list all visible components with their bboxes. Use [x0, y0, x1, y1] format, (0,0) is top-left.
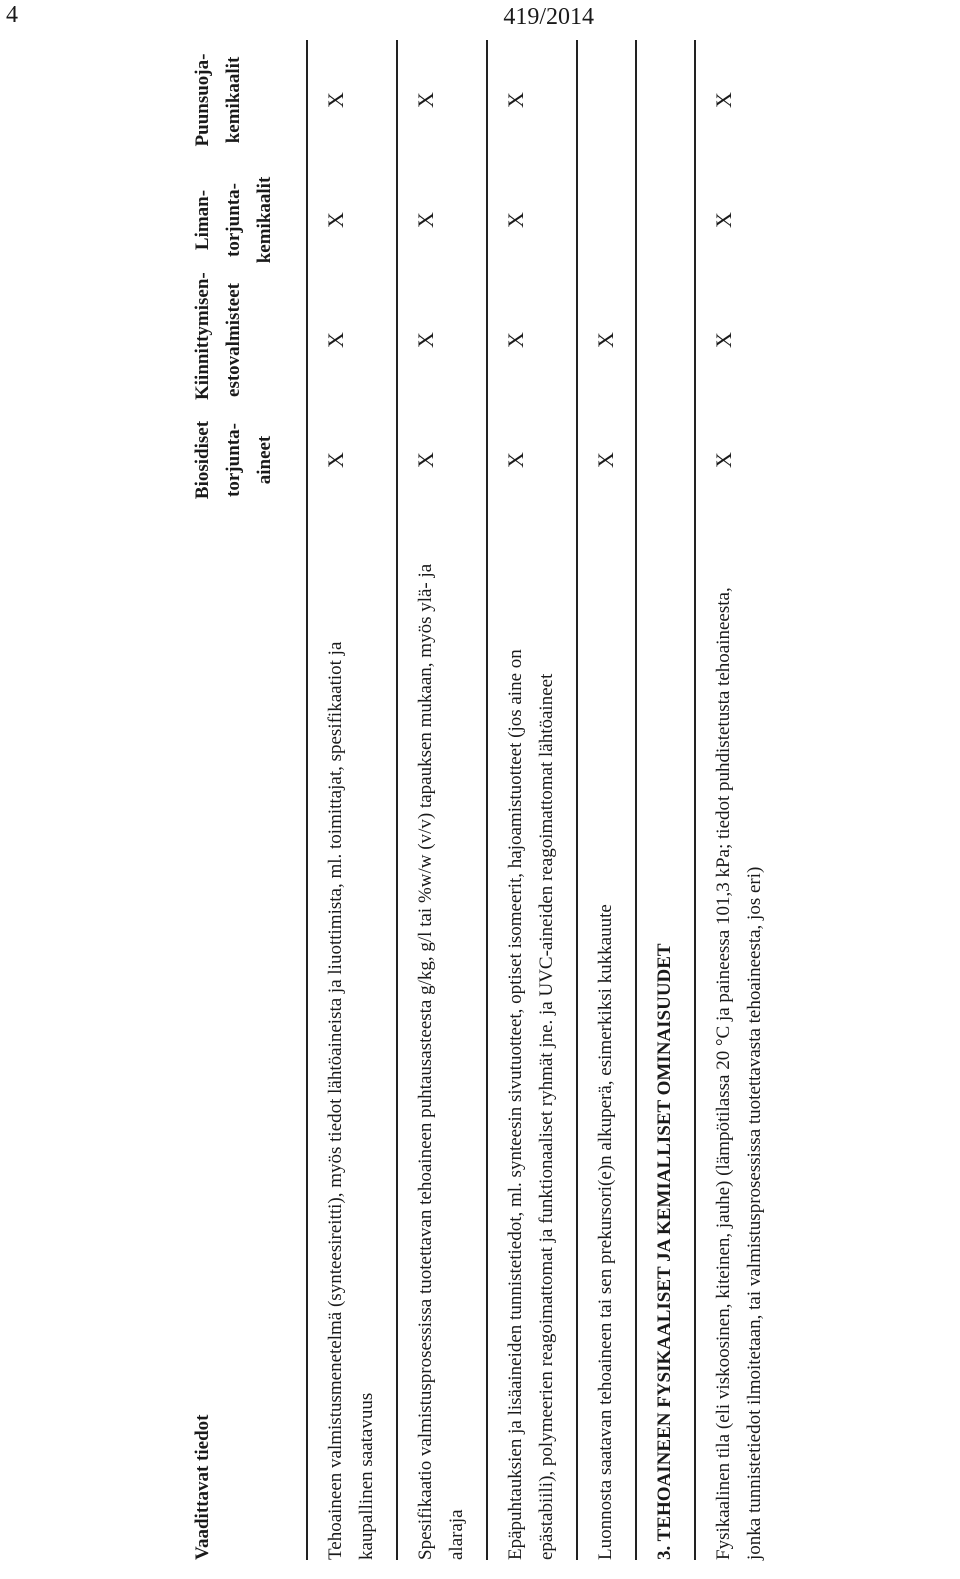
row-text: Epäpuhtauksien ja lisäaineiden tunnistetiedot, ml. synteesin sivutuotteet, optiset isomeerit, hajoamistuotteet (jos aine on epästabiili), polymeerien reagoimattomat ja funktionaaliset ryhmät jne. ja UVC-aineiden reagoimattomat lähtöaineet: [487, 520, 577, 1560]
table-header-row: [165, 40, 307, 1560]
cell-mark: X: [397, 400, 487, 520]
row-text: Luonnosta saatavan tehoaineen tai sen prekursori(e)n alkuperä, esimerkiksi kukkauute: [577, 520, 636, 1560]
row-text: Tehoaineen valmistusmenetelmä (synteesireitti), myös tiedot lähtöaineista ja liuottimista, ml. toimittajat, spesifikaatiot ja kaupallinen saatavuus: [307, 520, 397, 1560]
cell-mark: X: [695, 40, 784, 160]
header-requirement: Vaadittavat tiedot: [192, 1414, 213, 1560]
table-row: [307, 40, 397, 1560]
cell-mark: X: [487, 400, 577, 520]
cell-mark: X: [487, 280, 577, 400]
cell-mark: X: [577, 280, 636, 400]
cell-mark: X: [487, 40, 577, 160]
table-row: [487, 40, 577, 1560]
cell-mark: X: [307, 400, 397, 520]
cell-mark: X: [695, 400, 784, 520]
row-text: Spesifikaatio valmistusprosessissa tuotettavan tehoaineen puhtausasteesta g/kg, g/l tai %w/w (v/v) tapauksen mukaan, myös ylä- ja alaraja: [397, 520, 487, 1560]
document-reference: 419/2014: [503, 4, 594, 30]
cell-mark: X: [695, 280, 784, 400]
cell-mark: X: [487, 160, 577, 280]
cell-mark: [577, 160, 636, 280]
requirements-table: [165, 40, 784, 1560]
page-number: 4: [6, 2, 18, 28]
cell-mark: X: [695, 160, 784, 280]
cell-mark: X: [397, 280, 487, 400]
cell-mark: X: [307, 160, 397, 280]
table-row: [397, 40, 487, 1560]
row-text: Fysikaalinen tila (eli viskoosinen, kiteinen, jauhe) (lämpötilassa 20 °C ja paineessa 101,3 kPa; tiedot puhdistetusta tehoaineesta, jonka tunnistetiedot ilmoitetaan, tai valmistusprosessissa tuotettavasta tehoaineesta, jos eri): [695, 520, 784, 1560]
table-row: [695, 40, 784, 1560]
cell-mark: X: [577, 400, 636, 520]
cell-mark: X: [397, 40, 487, 160]
cell-mark: X: [307, 280, 397, 400]
section-heading: 3. TEHOAINEEN FYSIKAALISET JA KEMIALLISET OMINAISUUDET: [636, 520, 695, 1560]
table-row: [577, 40, 636, 1560]
header-biocides: Biosidiset torjunta-aineet: [192, 420, 275, 500]
requirements-table-rotated: [165, 53, 955, 1560]
cell-mark: X: [307, 40, 397, 160]
header-antifouling: Kiinnittymisen-estovalmisteet: [192, 272, 244, 400]
cell-mark: X: [397, 160, 487, 280]
section-heading-row: [636, 40, 695, 1560]
header-wood-preservatives: Puunsuoja-kemikaalit: [192, 53, 244, 147]
cell-mark: [577, 40, 636, 160]
header-slimicides: Liman-torjunta-kemikaalit: [192, 176, 275, 264]
